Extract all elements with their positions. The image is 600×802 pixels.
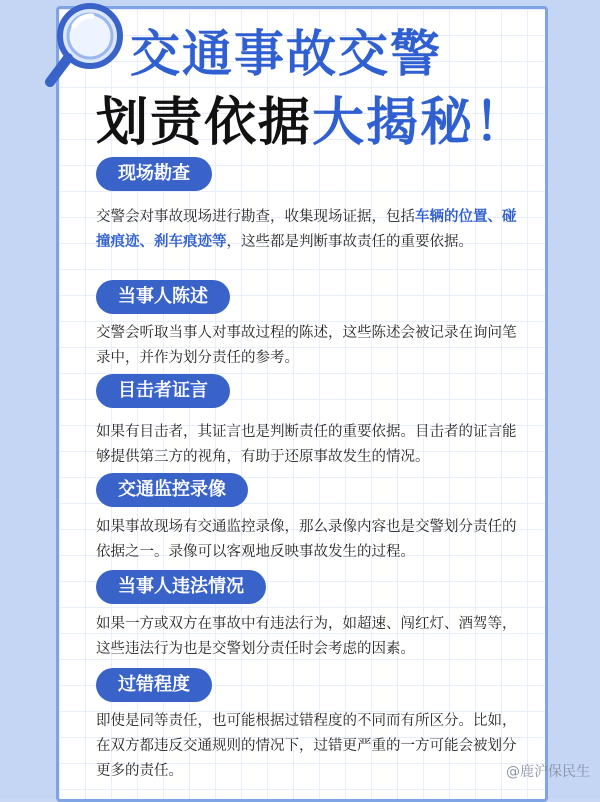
section-text-witness: 如果有目击者，其证言也是判断责任的重要依据。目击者的证言能够提供第三方的视角，有助于还原事故发生的情况。 <box>96 424 517 465</box>
section-heading-witness: 目击者证言 <box>96 374 230 408</box>
section-text-party-statement: 交警会听取当事人对事故过程的陈述，这些陈述会被记录在询问笔录中，并作为划分责任的参考。 <box>96 325 517 366</box>
section-text-fault-degree: 即使是同等责任，也可能根据过错程度的不同而有所区分。比如，在双方都违反交通规则的情况下，过错更严重的一方可能会被划分更多的责任。 <box>96 713 517 779</box>
section-heading-cctv: 交通监控录像 <box>96 473 248 507</box>
section-heading-party-statement: 当事人陈述 <box>96 280 230 314</box>
title-line2-black: 划责依据 <box>96 93 313 153</box>
section-text-violations: 如果一方或双方在事故中有违法行为，如超速、闯红灯、酒驾等，这些违法行为也是交警划分责任时会考虑的因素。 <box>96 616 517 657</box>
section-text-highlight: 车辆的位置、碰撞痕迹、刹车痕迹等 <box>96 209 517 250</box>
watermark: @鹿沪保民生 <box>506 764 590 780</box>
section-text-part: 交警会对事故现场进行勘查，收集现场证据，包括 <box>96 209 415 225</box>
page-title-line2 <box>96 80 528 155</box>
section-text-scene-survey <box>96 205 520 255</box>
section-text-cctv: 如果事故现场有交通监控录像，那么录像内容也是交警划分责任的依据之一。录像可以客观地反映事故发生的过程。 <box>96 519 517 560</box>
section-heading-scene-survey: 现场勘查 <box>96 157 212 191</box>
page-title-line1: 交通事故交警 <box>130 25 442 83</box>
section-text-part: ，这些都是判断事故责任的重要依据。 <box>226 234 473 250</box>
section-heading-fault-degree: 过错程度 <box>96 668 212 702</box>
section-heading-violations: 当事人违法情况 <box>96 570 266 604</box>
title-line2-blue: 大揭秘！ <box>312 93 529 153</box>
